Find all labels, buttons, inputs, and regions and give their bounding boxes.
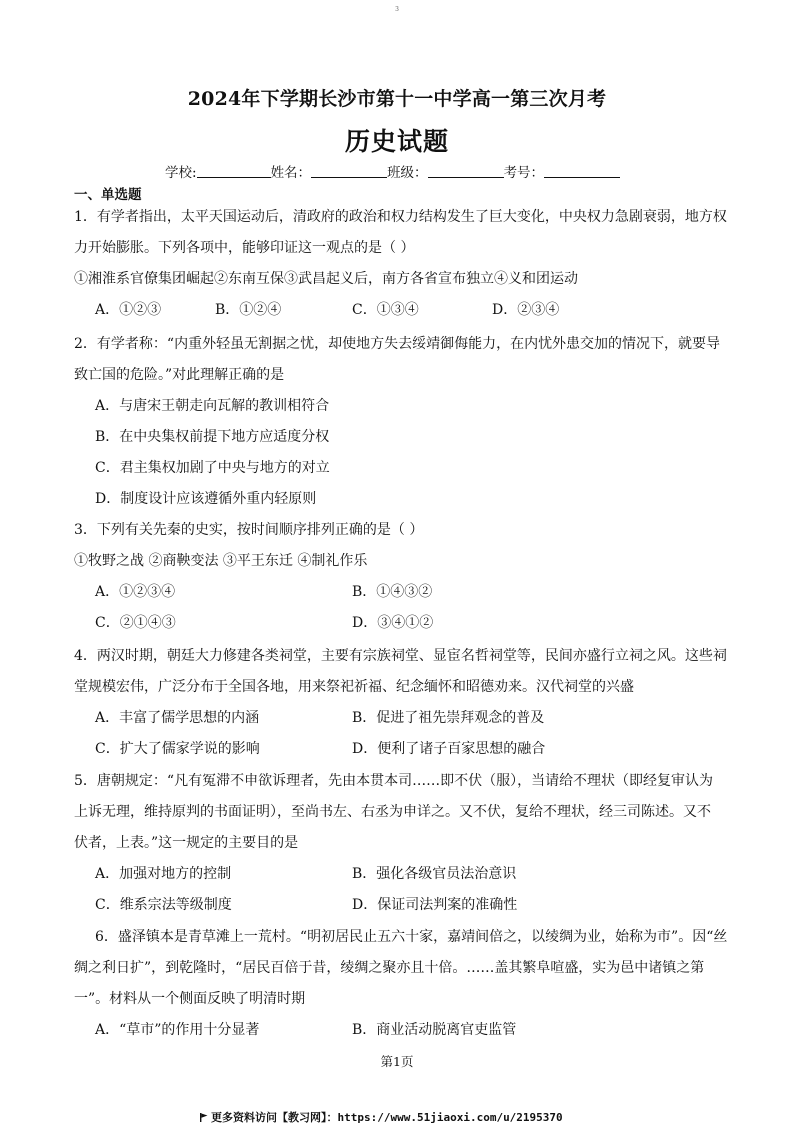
number-label: 考号：: [503, 165, 545, 181]
question-3-option-d: D．③④①②: [352, 615, 434, 631]
class-blank: [428, 164, 504, 178]
question-1-line-3: ①湘淮系官僚集团崛起②东南互保③武昌起义后，南方各省宣布独立④义和团运动: [74, 271, 578, 287]
school-label: 学校:: [165, 165, 197, 181]
question-3-line-2: ①牧野之战 ②商鞅变法 ③平王东迁 ④制礼作乐: [74, 553, 368, 569]
question-6-option-b: B．商业活动脱离官吏监管: [352, 1022, 517, 1038]
question-6-line-2: 绸之利日扩”，到乾隆时，“居民百倍于昔，绫绸之聚亦且十倍。……盖其繁阜喧盛，实为邑中诸镇之第: [74, 960, 705, 976]
question-4-option-d: D．便利了诸子百家思想的融合: [352, 741, 546, 757]
question-6-option-a: A．“草市”的作用十分显著: [95, 1022, 260, 1038]
question-6-line-3: 一”。材料从一个侧面反映了明清时期: [74, 991, 306, 1007]
number-blank: [544, 164, 620, 178]
question-5-option-a: A．加强对地方的控制: [95, 866, 232, 882]
question-3-option-c: C．②①④③: [95, 615, 176, 631]
question-4-line-2: 堂规模宏伟，广泛分布于全国各地，用来祭祀祈福、纪念缅怀和昭德劝来。汉代祠堂的兴盛: [74, 679, 634, 695]
question-1-option-b: B．①②④: [215, 302, 282, 318]
exam-subtitle: 历史试题: [344, 127, 449, 156]
question-5-line-2: 上诉无理，维持原判的书面证明），至尚书左、右丞为申详之。又不伏，复给不理状，经三司陈述。又不: [74, 804, 711, 820]
question-3-option-a: A．①②③④: [95, 584, 176, 600]
question-1-option-d: D．②③④: [492, 302, 560, 318]
question-2-line-1: 2．有学者称：“内重外轻虽无割据之忧，却使地方失去绥靖御侮能力，在内忧外患交加的情况下，就要导: [74, 336, 721, 352]
question-2-line-2: 致亡国的危险。”对此理解正确的是: [74, 367, 285, 383]
question-4-option-a: A．丰富了儒学思想的内涵: [95, 710, 260, 726]
question-2-option-c: C．君主集权加剧了中央与地方的对立: [95, 460, 330, 476]
question-4-option-c: C．扩大了儒家学说的影响: [95, 741, 260, 757]
page-mark: 3: [395, 6, 399, 13]
question-4-line-1: 4．两汉时期，朝廷大力修建各类祠堂，主要有宗族祠堂、显宦名哲祠堂等，民间亦盛行立祠之风。这些祠: [74, 648, 727, 664]
resource-link[interactable]: [200, 1109, 563, 1125]
resource-link-text: 更多资料访问【教习网】：https://www.51jiaoxi.com/u/2195370: [211, 1111, 563, 1124]
question-5-option-d: D．保证司法判案的准确性: [352, 897, 518, 913]
question-2-option-a: A．与唐宋王朝走向瓦解的教训相符合: [95, 398, 330, 414]
section-heading: 一、单选题: [74, 187, 142, 203]
name-blank: [311, 164, 387, 178]
question-2-option-d: D．制度设计应该遵循外重内轻原则: [95, 491, 317, 507]
class-label: 班级：: [387, 165, 428, 181]
question-5-option-c: C．维系宗法等级制度: [95, 897, 232, 913]
page-number: 第1页: [380, 1054, 414, 1069]
question-4-option-b: B．促进了祖先崇拜观念的普及: [352, 710, 545, 726]
question-6-line-1: 6．盛泽镇本是青草滩上一荒村。“明初居民止五六十家，嘉靖间倍之，以绫绸为业，始称为市”。因“丝: [95, 929, 728, 945]
question-1-line-2: 力开始膨胀。下列各项中，能够印证这一观点的是（ ）: [74, 240, 415, 256]
question-1-line-1: 1．有学者指出，太平天国运动后，清政府的政治和权力结构发生了巨大变化，中央权力急剧衰弱，地方权: [74, 209, 727, 225]
flag-icon: [200, 1113, 208, 1122]
question-1-option-a: A．①②③: [95, 302, 162, 318]
school-blank: [197, 164, 271, 178]
exam-title: 2024年下学期长沙市第十一中学高一第三次月考: [187, 88, 607, 110]
question-3-option-b: B．①④③②: [352, 584, 433, 600]
question-5-line-3: 伏者，上表。”这一规定的主要目的是: [74, 835, 299, 851]
question-3-line-1: 3．下列有关先秦的史实，按时间顺序排列正确的是（ ）: [74, 522, 424, 538]
student-info-line: [165, 161, 665, 181]
question-5-option-b: B．强化各级官员法治意识: [352, 866, 517, 882]
question-2-option-b: B．在中央集权前提下地方应适度分权: [95, 429, 330, 445]
question-5-line-1: 5．唐朝规定：“凡有冤滞不申欲诉理者，先由本贯本司……即不伏（服），当请给不理状（即经复审认为: [74, 773, 714, 789]
name-label: 姓名：: [270, 165, 312, 181]
question-1-option-c: C．①③④: [352, 302, 419, 318]
